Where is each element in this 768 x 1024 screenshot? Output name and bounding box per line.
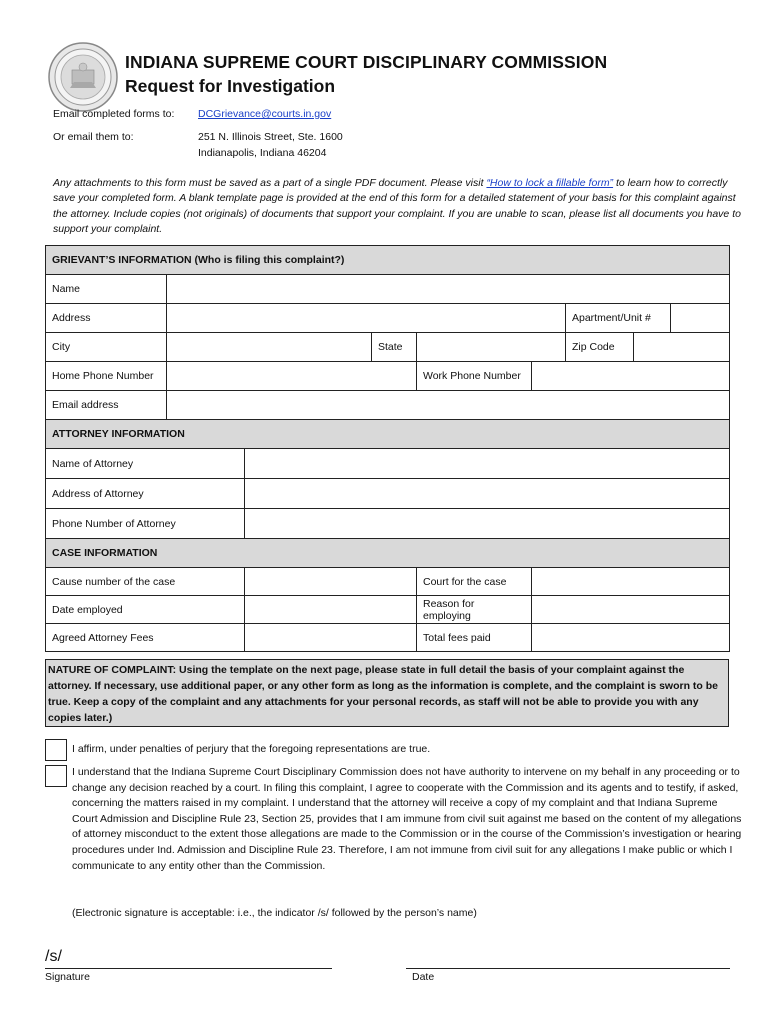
- email-address-label: Email address: [46, 391, 167, 420]
- city-label: City: [46, 333, 167, 362]
- esignature-note: (Electronic signature is acceptable: i.e., the indicator /s/ followed by the person’s name): [72, 907, 477, 919]
- attorney-address-field[interactable]: [245, 479, 730, 509]
- attorney-phone-label: Phone Number of Attorney: [46, 509, 245, 539]
- zip-label: Zip Code: [566, 333, 634, 362]
- reason-field[interactable]: [532, 596, 730, 624]
- date-employed-label: Date employed: [46, 596, 245, 624]
- perjury-affirmation-text: I affirm, under penalties of perjury that the foregoing representations are true.: [72, 743, 431, 755]
- name-field[interactable]: [167, 275, 730, 304]
- state-field[interactable]: [417, 333, 566, 362]
- attorney-name-label: Name of Attorney: [46, 449, 245, 479]
- city-field[interactable]: [167, 333, 372, 362]
- signature-line: [45, 968, 332, 969]
- address-line-2: Indianapolis, Indiana 46204: [198, 147, 327, 159]
- how-to-lock-form-link[interactable]: “How to lock a fillable form”: [486, 177, 614, 189]
- apartment-field[interactable]: [671, 304, 730, 333]
- state-label: State: [372, 333, 417, 362]
- home-phone-label: Home Phone Number: [46, 362, 167, 391]
- apartment-label: Apartment/Unit #: [566, 304, 671, 333]
- attorney-section-heading: ATTORNEY INFORMATION: [46, 420, 730, 449]
- agreed-fees-label: Agreed Attorney Fees: [46, 624, 245, 652]
- date-line: [406, 968, 730, 969]
- zip-field[interactable]: [634, 333, 730, 362]
- grievance-email-link[interactable]: DCGrievance@courts.in.gov: [198, 108, 332, 120]
- grievant-section-heading: GRIEVANT’S INFORMATION (Who is filing this complaint?): [46, 246, 730, 275]
- page-title: INDIANA SUPREME COURT DISCIPLINARY COMMISSION: [125, 52, 608, 72]
- court-seal-icon: [48, 42, 118, 112]
- understanding-text: I understand that the Indiana Supreme Court Disciplinary Commission does not have authority to intervene on my behalf in any proceeding or to change any decision reached by a court. In filing this complaint, I agree to cooperate with the Commission and its agents and to testify, if asked, concerning the matters raised in my complaint. I understand that the attorney will receive a copy of my complaint and that Indiana Supreme Court Admission and Discipline Rule 23, Section 25, provides that I am immune from civil suit against me based on the content of my allegations of attorney misconduct to the extent those allegations are made to the Commission or in the course of the Commission’s investigation or hearing procedures under Ind. Admission and Discipline Rule 23. Therefore, I am not immune from civil suit for any allegations I make public or which I communicate to any entity other than the Commission.: [72, 766, 742, 872]
- attorney-address-label: Address of Attorney: [46, 479, 245, 509]
- total-fees-label: Total fees paid: [417, 624, 532, 652]
- home-phone-field[interactable]: [167, 362, 417, 391]
- email-label: Email completed forms to:: [53, 108, 175, 120]
- understanding-checkbox[interactable]: [45, 765, 67, 787]
- instructions-paragraph: [53, 176, 743, 238]
- request-form-table: [45, 245, 730, 652]
- court-field[interactable]: [532, 568, 730, 596]
- agreed-fees-field[interactable]: [245, 624, 417, 652]
- nature-of-complaint-box: NATURE OF COMPLAINT: Using the template on the next page, please state in full detail the basis of your complaint against the attorney. If necessary, use additional paper, or any other form as long as the information is complete, and the complaint is sworn to be true. Keep a copy of the complaint and any attachments for your personal records, as staff will not be able to provide you with any copies later.): [45, 659, 729, 727]
- work-phone-label: Work Phone Number: [417, 362, 532, 391]
- email-address-field[interactable]: [167, 391, 730, 420]
- cause-number-label: Cause number of the case: [46, 568, 245, 596]
- date-label: Date: [412, 971, 435, 983]
- address-label: Address: [46, 304, 167, 333]
- case-section-heading: CASE INFORMATION: [46, 539, 730, 568]
- attorney-phone-field[interactable]: [245, 509, 730, 539]
- intro-text-start: Any attachments to this form must be saved as a part of a single PDF document. Please visit: [53, 177, 487, 189]
- intro-text-end: to learn how to correctly save your completed form. A blank template page is provided at the end of this form for a detailed statement of your basis for this complaint against the attorney. Include copies (not originals) of documents that support your complaint. If you are unable to scan, please list all documents you have to support your complaint.: [53, 177, 741, 236]
- cause-number-field[interactable]: [245, 568, 417, 596]
- date-employed-field[interactable]: [245, 596, 417, 624]
- reason-label: Reason for employing: [417, 596, 532, 624]
- address-field[interactable]: [167, 304, 566, 333]
- total-fees-field[interactable]: [532, 624, 730, 652]
- signature-label: Signature: [45, 971, 90, 983]
- court-label: Court for the case: [417, 568, 532, 596]
- mail-label: Or email them to:: [53, 131, 134, 143]
- name-label: Name: [46, 275, 167, 304]
- attorney-name-field[interactable]: [245, 449, 730, 479]
- address-line-1: 251 N. Illinois Street, Ste. 1600: [198, 131, 343, 143]
- signature-mark[interactable]: /s/: [45, 948, 62, 965]
- work-phone-field[interactable]: [532, 362, 730, 391]
- perjury-affirmation-checkbox[interactable]: [45, 739, 67, 761]
- page-subtitle: Request for Investigation: [125, 76, 336, 96]
